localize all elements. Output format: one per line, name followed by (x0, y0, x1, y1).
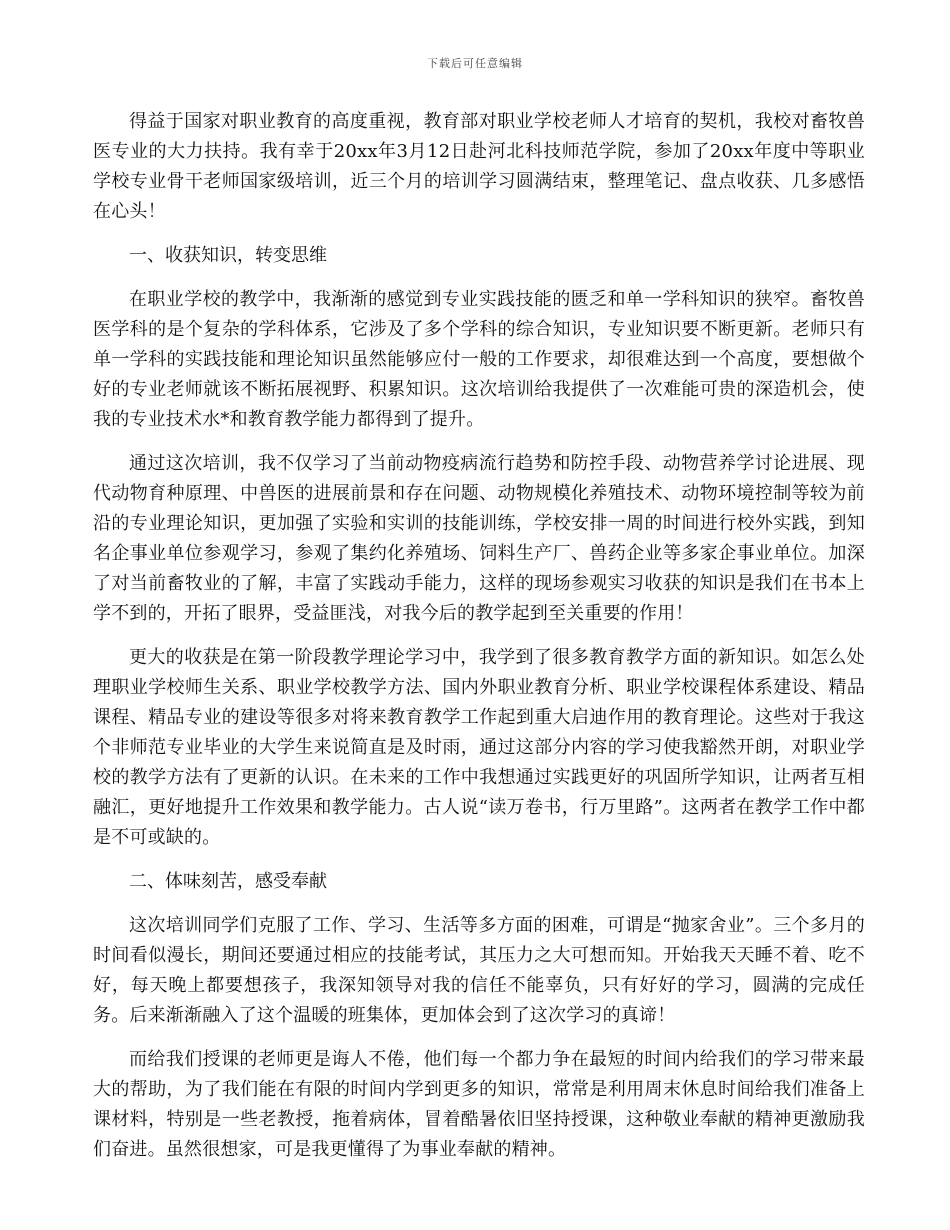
paragraph-intro: 得益于国家对职业教育的高度重视，教育部对职业学校老师人才培育的契机，我校对畜牧兽医专业的大力扶持。我有幸于20xx年3月12日赴河北科技师范学院，参加了20xx年度中等职业学校专业骨干老师国家级培训，近三个月的培训学习圆满结束，整理笔记、盘点收获、几多感悟在心头！ (93, 111, 865, 222)
page-header: 下载后可任意编辑 (427, 57, 523, 70)
paragraph: 更大的收获是在第一阶段教学理论学习中，我学到了很多教育教学方面的新知识。如怎么处理职业学校师生关系、职业学校教学方法、国内外职业教育分析、职业学校课程体系建设、精品课程、精品专业的建设等很多对将来教育教学工作起到重大启迪作用的教育理论。这些对于我这个非师范专业毕业的大学生来说简直是及时雨，通过这部分内容的学习使我豁然开朗，对职业学校的教学方法有了更新的认识。在未来的工作中我想通过实践更好的巩固所学知识，让两者互相融汇，更好地提升工作效果和教学能力。古人说“读万卷书，行万里路”。这两者在教学工作中都是不可或缺的。 (93, 647, 865, 848)
paragraph: 而给我们授课的老师更是诲人不倦，他们每一个都力争在最短的时间内给我们的学习带来最大的帮助，为了我们能在有限的时间内学到更多的知识，常常是利用周末休息时间给我们准备上课材料，特别是一些老教授，拖着病体，冒着酷暑依旧坚持授课，这种敬业奉献的精神更激励我们奋进。虽然很想家，可是我更懂得了为事业奉献的精神。 (93, 1049, 865, 1160)
paragraph: 在职业学校的教学中，我渐渐的感觉到专业实践技能的匮乏和单一学科知识的狭窄。畜牧兽医学科的是个复杂的学科体系，它涉及了多个学科的综合知识，专业知识要不断更新。老师只有单一学科的实践技能和理论知识虽然能够应付一般的工作要求，却很难达到一个高度，要想做个好的专业老师就该不断拓展视野、积累知识。这次培训给我提供了一次难能可贵的深造机会，使我的专业技术水*和教育教学能力都得到了提升。 (93, 289, 865, 430)
section-heading-1: 一、收获知识，转变思维 (129, 245, 327, 266)
section-heading-2: 二、体味刻苦，感受奉献 (129, 871, 327, 892)
document-body (93, 107, 865, 1179)
paragraph: 这次培训同学们克服了工作、学习、生活等多方面的困难，可谓是“抛家舍业”。三个多月的时间看似漫长，期间还要通过相应的技能考试，其压力之大可想而知。开始我天天睡不着、吃不好，每天晚上都要想孩子，我深知领导对我的信任不能辜负，只有好好的学习，圆满的完成任务。后来渐渐融入了这个温暖的班集体，更加体会到了这次学习的真谛！ (93, 915, 865, 1026)
paragraph: 通过这次培训，我不仅学习了当前动物疫病流行趋势和防控手段、动物营养学讨论进展、现代动物育种原理、中兽医的进展前景和存在问题、动物规模化养殖技术、动物环境控制等较为前沿的专业理论知识，更加强了实验和实训的技能训练，学校安排一周的时间进行校外实践，到知名企事业单位参观学习，参观了集约化养殖场、饲料生产厂、兽药企业等多家企事业单位。加深了对当前畜牧业的了解，丰富了实践动手能力，这样的现场参观实习收获的知识是我们在书本上学不到的，开拓了眼界，受益匪浅，对我今后的教学起到至关重要的作用！ (93, 453, 865, 624)
